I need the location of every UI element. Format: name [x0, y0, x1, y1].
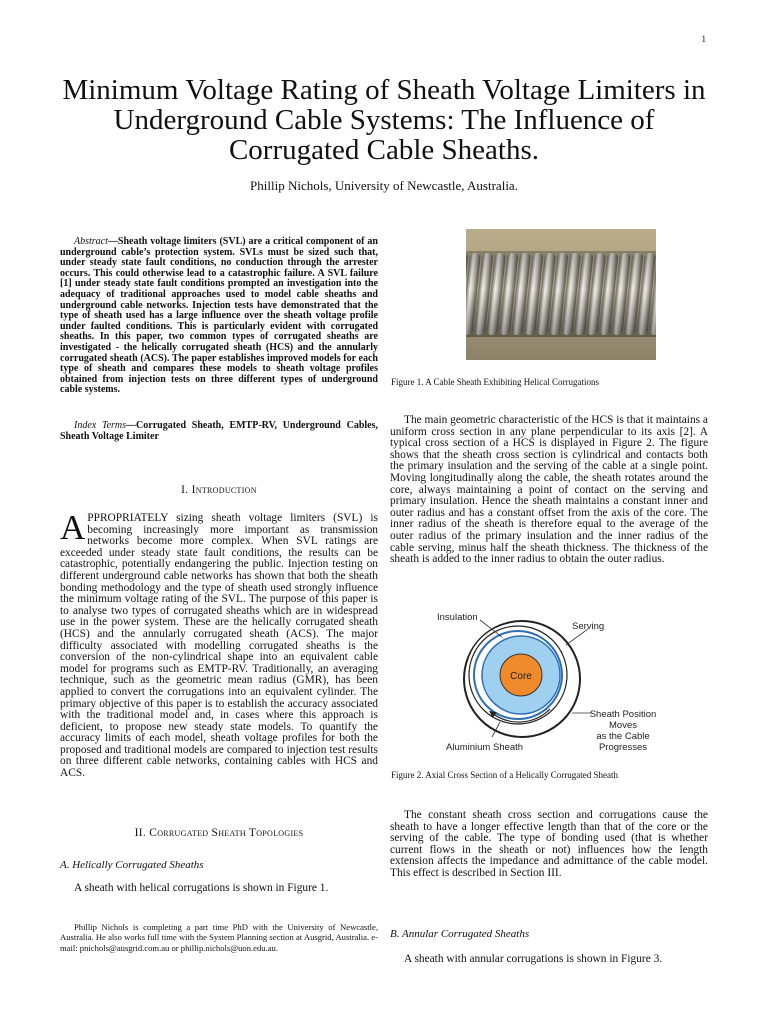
- figure-1-photo: [466, 229, 656, 360]
- footnote: Phillip Nichols is completing a part time PhD with the University of Newcastle, Australia. He also works full time with the System Planning section at Ausgrid, Australia. e-mail: pnichols@ausgrid.com.au or phillip.nichols@uon.edu.au.: [60, 922, 378, 953]
- label-sheath-position-2: Moves: [609, 720, 637, 731]
- paper-title: Minimum Voltage Rating of Sheath Voltage Limiters in Underground Cable Systems: The Influence of Corrugated Cable Sheaths.: [62, 74, 706, 166]
- subsection-b-text: A sheath with annular corrugations is shown in Figure 3.: [404, 953, 663, 965]
- label-insulation: Insulation: [437, 612, 478, 623]
- subsection-a-text: A sheath with helical corrugations is shown in Figure 1.: [74, 882, 329, 894]
- dropcap: A: [60, 508, 86, 547]
- section-1-body: [60, 508, 378, 780]
- length-paragraph: The constant sheath cross section and corrugations cause the sheath to have a longer effective length than that of the core or the serving of the cable. The type of bonding used (that is whether current flows in the sheath or not) influences how the length extension affects the impedance and admittance of the cable model. This effect is described in Section III.: [390, 809, 708, 879]
- author-line: Phillip Nichols, University of Newcastle, Australia.: [250, 178, 518, 193]
- figure-2-caption: Figure 2. Axial Cross Section of a Helically Corrugated Sheath: [391, 770, 618, 780]
- label-sheath-position-1: Sheath Position: [589, 709, 657, 720]
- label-sheath-position-4: Progresses: [598, 742, 648, 753]
- index-terms: [60, 420, 378, 442]
- figure-1-caption: Figure 1. A Cable Sheath Exhibiting Helical Corrugations: [391, 377, 599, 387]
- abstract-text: —Sheath voltage limiters (SVL) are a critical component of an underground cable’s protection system. SVLs must be sized such that, under steady state fault conditions, no conduction through the arrester occurs. This could otherwise lead to a catastrophic failure. A SVL failure [1] under steady state fault conditions prompted an investigation into the adequacy of traditional approaches used to model cable sheaths and underground cable networks. Injection tests have demonstrated that the type of sheath used has a large influence over the sheath voltage profile under faulted conditions. This is particularly evident with corrugated sheaths. In this paper, two common types of corrugated sheaths are investigated - the helically corrugated sheath (HCS) and the annularly corrugated sheath (ACS). The paper establishes improved models for each type of sheath and compares these models to sheath voltage profiles obtained from injection tests on three different types of underground cable systems.: [60, 236, 378, 396]
- figure-2-diagram: [400, 605, 700, 765]
- index-terms-label: Index Terms: [74, 420, 127, 431]
- corrugated-sheath-image: [466, 229, 656, 360]
- abstract: [60, 237, 378, 396]
- subsection-a-heading: A. Helically Corrugated Sheaths: [60, 859, 204, 871]
- section-1-lead: PPROPRIATELY: [87, 512, 168, 524]
- label-aluminium-sheath: Aluminium Sheath: [446, 742, 524, 753]
- hcs-paragraph: The main geometric characteristic of the HCS is that it maintains a uniform cross section in any plane perpendicular to its axis [2]. A typical cross section of a HCS is displayed in Figure 2. The figure shows that the sheath cross section is cylindrical and contacts both the primary insulation and the serving of the cable at a single point. Moving longitudinally along the cable, the sheath rotates around the core, always maintaining a point of contact on the serving and primary insulation. Hence the sheath maintains a constant inner and outer radius and has a constant offset from the axis of the core. The inner radius of the sheath is therefore equal to the average of the outer radius of the primary insulation and the inner radius of the cable serving, minus half the sheath thickness. The thickness of the sheath is added to the inner radius to obtain the outer radius.: [390, 414, 708, 566]
- page-number: 1: [701, 34, 706, 44]
- subsection-b-heading: B. Annular Corrugated Sheaths: [390, 928, 530, 940]
- section-1-text: sizing sheath voltage limiters (SVL) is becoming increasingly more important as transmission networks become more complex. When SVL ratings are exceeded under steady state fault conditions, the results can be catastrophic, potentially endangering the public. Injection testing on different underground cable networks has shown that both the sheath bonding methodology and the type of sheath used strongly influence the minimum voltage rating of the SVL. The purpose of this paper is to analyse two types of corrugated sheaths which are in widespread use in the power system. These are the helically corrugated sheath (HCS) and the annularly corrugated sheath (ACS). The major difficulty associated with modelling corrugated sheaths is the conversion of the non-cylindrical shape into an equivalent cable model for programs such as EMTP-RV. Traditionally, an averaging technique, such as the geometric mean radius (GMR), has been applied to convert the corrugations into an equivalent cylinder. The primary objective of this paper is to establish the accuracy associated with the traditional model and, in cases where this approach is deficient, to propose new steady state models. To quantify the accuracy limits of each model, sheath voltage profiles for both the proposed and traditional models are compared to injection test results on three different cable networks, containing cables with HCS and ACS.: [60, 512, 378, 780]
- index-terms-text: —Corrugated Sheath, EMTP-RV, Underground Cables, Sheath Voltage Limiter: [60, 420, 378, 442]
- section-2-heading: II. Corrugated Sheath Topologies: [134, 827, 304, 839]
- label-sheath-position-3: as the Cable: [596, 731, 650, 742]
- label-core: Core: [510, 671, 532, 682]
- label-serving: Serving: [572, 621, 605, 632]
- abstract-label: Abstract: [74, 236, 108, 247]
- section-1-heading: I. Introduction: [181, 484, 257, 496]
